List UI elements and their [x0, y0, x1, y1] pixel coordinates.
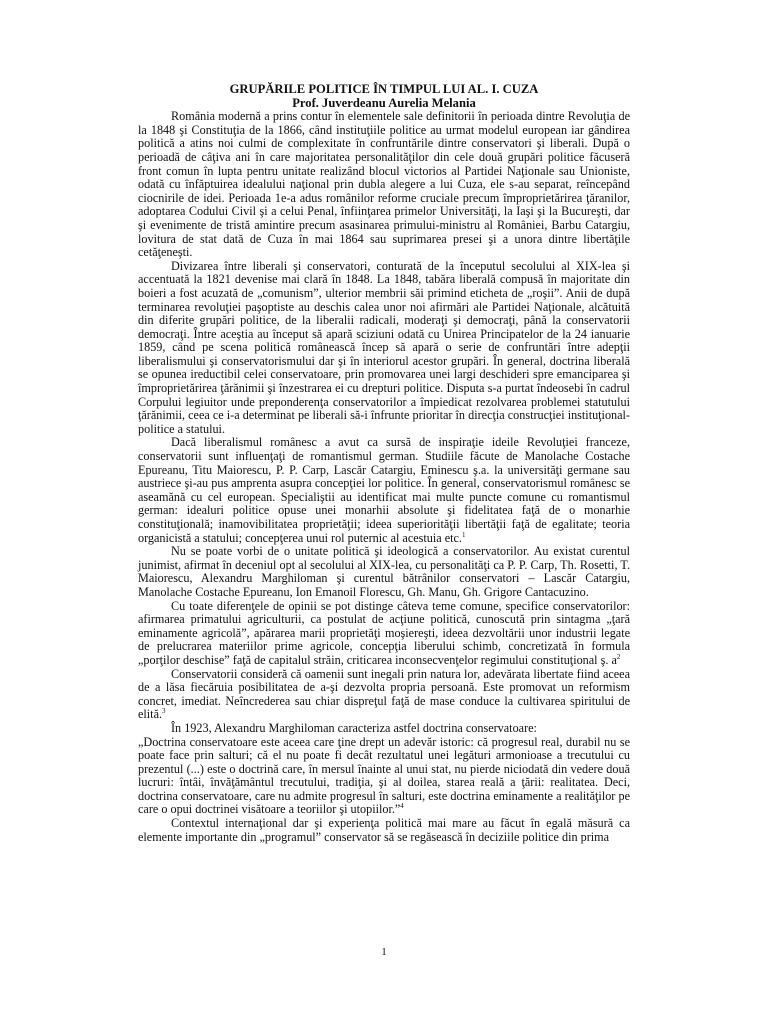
paragraph: Contextul internaţional dar şi experienţa politică mai mare au făcut în egală măsură ca elemente importante din „programul” conservator să se regăsească în deciziile politice din prima — [138, 816, 630, 844]
paragraph: Cu toate diferenţele de opinii se pot distinge câteva teme comune, specifice conservatorilor: afirmarea primatului agriculturii, ca postulat de acţiune politică, cunoscută prin sintagma „ţară eminamente agricolă”, apărarea marii proprietăţi moşiereşti, ideea dezvoltării unor industrii legate de prelucrarea materiilor prime agricole, concepţia liberului schimb, concretizată în formula „porţilor deschise” faţă de capitalul străin, criticarea inconsecvenţelor regimului constituţional ş. $a^2$ — [138, 598, 630, 667]
footnote-ref: 2 — [616, 652, 621, 661]
paragraph: Dacă liberalismul românesc a avut ca sursă de inspiraţie ideile Revoluţiei franceze, conservatorii sunt influenţaţi de romantismul german. Studiile făcute de Manolache Costache Epureanu, Titu Maiorescu, P. P. Carp, Lascăr Catargiu, Eminescu ş.a. la universităţi germane sau austriece şi-au pus amprenta asupra concepţiei lor politice. În general, conservatorismul românesc se aseamănă cu cel european. Specialiştii au identificat mai multe puncte comune cu romantismul german: idealuri politice opuse unei monarhii absolute şi fidelitatea faţă de o monarhie constituţională; inamovibilitatea proprietăţii; ideea superiorităţii libertăţii faţă de egalitate; teoria organicistă a statului; concepţerea unui rol puternic al acestuia etc.$^1$ — [138, 435, 630, 545]
footnote-ref: 1 — [461, 530, 466, 539]
document-title: GRUPĂRILE POLITICE ÎN TIMPUL LUI AL. I. CUZA — [229, 82, 539, 96]
footnote-ref: 4 — [400, 802, 404, 811]
page-number: 1 — [381, 946, 387, 958]
document-page — [138, 83, 630, 844]
paragraph: Conservatorii consideră că oamenii sunt inegali prin natura lor, adevărata libertate fiind aceea de a lăsa fiecăruia posibilitatea de a-şi dezvolta propria persoană. Este promovat un reformism concret, imediat. Neîncrederea sau chiar dispreţul faţă de mase conduce la cultivarea spiritului de elită.$^3$ — [138, 666, 630, 722]
paragraph: În 1923, Alexandru Marghiloman caracteriza astfel doctrina conservatoare: — [171, 720, 537, 735]
paragraph: România modernă a prins contur în elementele sale definitorii în perioada dintre Revoluţia de la 1848 şi Constituţia de la 1866, când instituţiile politice au urmat modelul european iar gândirea politică a atins noi culmi de complexitate în confruntările dintre conservatori şi liberali. După o perioadă de câţiva ani în care majoritatea personalităţilor din cele două grupări politice făcuseră front comun în lupta pentru unitate realizând blocul victorios al Partidei Naţionale sau Unioniste, odată cu înfăptuirea idealului naţional prin dubla alegere a lui Cuza, ele s-au separat, reîncepând ciocnirile de idei. Perioada 1e-a adus românilor reforme cruciale precum împroprietărirea ţăranilor, adoptarea Codului Civil şi a celui Penal, înfiinţarea primelor Universităţi, la Iaşi şi la Bucureşti, dar şi evenimente de tristă amintire precum asasinarea primului-ministru al României, Barbu Catargiu, lovitura de stat dată de Cuza în mai 1864 sau suprimarea presei şi a unora dintre libertăţile cetăţeneşti. — [138, 109, 630, 260]
paragraph: Divizarea între liberali şi conservatori, conturată de la începutul secolului al XIX-lea şi accentuată la 1821 devenise mai clară în 1848. La 1848, tabăra liberală compusă în majoritate din boieri a fost acuzată de „comunism”, ulterior membrii săi primind eticheta de „roşii”. Anii de după terminarea revoluţiei paşoptiste au deschis calea unor noi afirmări ale Partidei Naţionale, alcătuită din diferite grupări politice, de la liberalii radicali, moderaţi şi democraţi, până la conservatorii democraţi. Între aceştia au început să apară sciziuni odată cu Unirea Principatelor de la 24 ianuarie 1859, când pe scena politică românească încep să apară o serie de confruntări între adepţii liberalismului şi conservatorismului dar şi în interiorul acestor grupări. În general, doctrina liberală se opunea ireductibil celei conservatoare, prin promovarea unei largi deschideri spre emanciparea şi împroprietărirea ţărănimii şi înzestrarea ei cu drepturi politice. Disputa s-a purtat îndeosebi în cadrul Corpului legiuitor unde preponderenţa conservatorilor a împiedicat rezolvarea problemei statutului ţărănimii, ceea ce i-a determinat pe liberali să-i înfrunte prioritar în direcţia construcţiei instituţional-politice a statului. — [138, 258, 630, 436]
document-author: Prof. Juverdeanu Aurelia Melania — [292, 95, 476, 110]
paragraph: Nu se poate vorbi de o unitate politică şi ideologică a conservatorilor. Au existat curentul junimist, afirmat în deceniul opt al secolului al XIX-lea, cu personalităţi ca P. P. Carp, Th. Rosetti, T. Maiorescu, Alexandru Marghiloman şi curentul bătrânilor conservatori – Lascăr Catargiu, Manolache Costache Epureanu, Ion Emanoil Florescu, Gh. Manu, Gh. Grigore Cantacuzino. — [138, 544, 630, 599]
quote-paragraph: „Doctrina conservatoare este aceea care ţine drept un adevăr istoric: că progresul real, durabil nu se poate face prin salturi; că el nu poate fi decât rezultatul unei legături armonioase a trecutului cu prezentul (...) este o doctrină care, în mersul înainte al unui stat, nu pierde niciodată din vedere două lucruri: întâi, învăţământul trecutului, tradiţia, şi al doilea, starea reală a ţării: realitatea. Deci, doctrina conservatoare, care nu admite progresul în salturi, este doctrina eminamente a realităţilor pe care o opui doctrinei visătoare a teoriilor şi utopiilor.”$^4$ — [138, 734, 630, 817]
footnote-ref: 3 — [162, 707, 166, 716]
